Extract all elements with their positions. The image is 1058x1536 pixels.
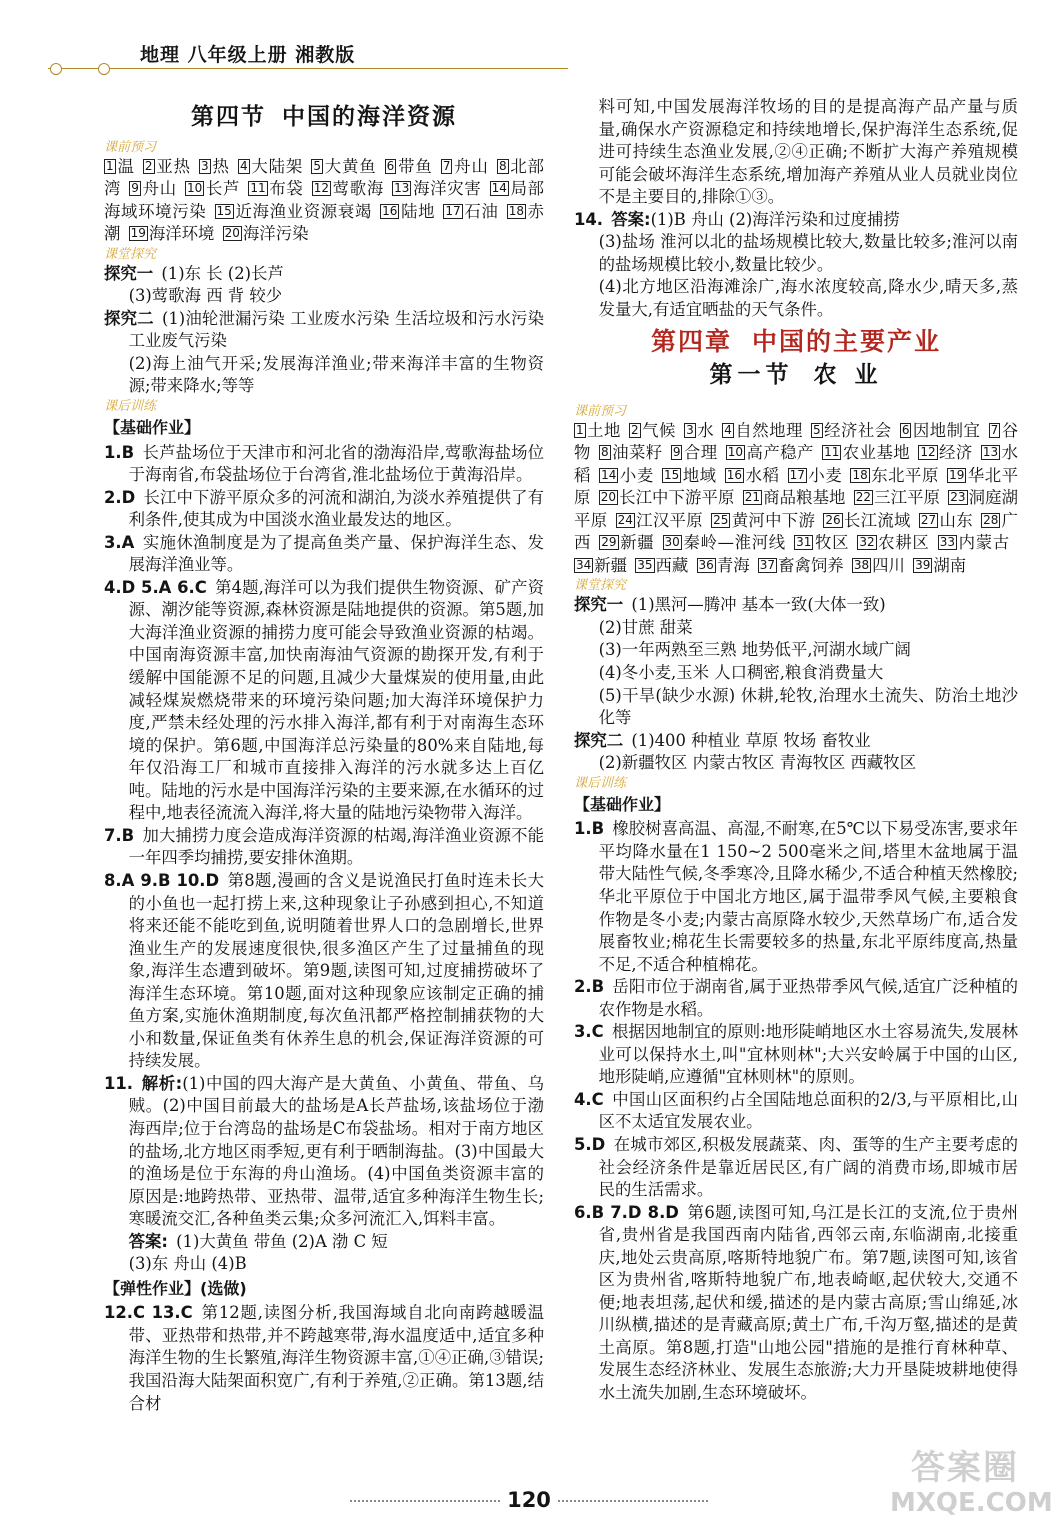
answer-text: 陆地 — [400, 201, 436, 221]
text-paragraph — [574, 662, 1018, 685]
answer-number-badge: 17 — [445, 203, 461, 218]
answer-number-badge: 5 — [813, 422, 821, 437]
answer-number-badge: 13 — [982, 445, 999, 460]
answer-number-badge: 22 — [855, 490, 872, 505]
answer-text: 北部湾 — [104, 156, 545, 199]
answer-item — [104, 532, 544, 577]
answer-text: 地域 — [682, 465, 717, 485]
paragraph-lead: 探究一 — [104, 263, 154, 283]
paragraph-text: (1)400 种植业 草原 牧场 畜牧业 — [631, 730, 871, 750]
answer-lead: 解析: — [141, 1073, 183, 1093]
answer-number-badge: 31 — [796, 535, 812, 550]
answer-text: 谷物 — [574, 420, 1019, 463]
answer-item — [574, 209, 1018, 232]
answer-number-badge: 17 — [789, 467, 805, 482]
answer-text: 内蒙古 — [957, 533, 1010, 553]
paragraph-text: (1)大黄鱼 带鱼 (2)A 渤 C 短 — [176, 1231, 388, 1251]
header-title: 地理 八年级上册 湘教版 — [140, 44, 356, 66]
answer-number-badge: 1 — [576, 422, 584, 437]
answer-number-badge: 15 — [663, 467, 680, 482]
page-number-rule-right — [558, 1500, 708, 1502]
answer-item — [574, 818, 1018, 976]
answer-key: 7.B — [104, 825, 135, 845]
answer-text: 牧区 — [814, 533, 850, 553]
answer-text: 山东 — [939, 510, 973, 530]
answer-number-badge: 30 — [664, 535, 680, 550]
answer-lead: 答案: — [611, 209, 651, 229]
answer-number-badge: 9 — [131, 181, 139, 196]
paragraph-text: (2)甘蔗 甜菜 — [598, 617, 693, 637]
answer-text: 华北平原 — [574, 465, 1019, 508]
text-paragraph — [574, 730, 1018, 753]
answer-text: 长江中下游平原 — [618, 488, 735, 508]
answer-number-badge: 11 — [250, 181, 266, 196]
title-text: 中国的主要产业 — [752, 327, 942, 357]
answer-item — [574, 1202, 1018, 1405]
answer-text: 因地制宜 — [912, 420, 981, 440]
answer-number-badge: 3 — [201, 158, 209, 173]
answer-number-badge: 32 — [859, 535, 875, 550]
answer-key: 3.C — [574, 1022, 604, 1042]
answer-text: 长江流域 — [843, 510, 911, 530]
answer-text: 江汉平原 — [635, 510, 703, 530]
answer-key: 1.B — [574, 819, 605, 839]
answer-number-badge: 19 — [949, 467, 965, 482]
text-paragraph — [574, 752, 1018, 775]
answer-key: 14. — [574, 209, 604, 229]
answer-number-badge: 7 — [442, 158, 451, 173]
answer-text: 洞庭湖平原 — [574, 488, 1019, 530]
answer-number-badge: 27 — [920, 512, 937, 527]
answer-number-badge: 2 — [144, 158, 153, 173]
text-paragraph — [574, 685, 1018, 730]
title-number: 第四章 — [650, 327, 732, 357]
answer-text: 赤潮 — [104, 201, 545, 244]
answer-number-badge: 12 — [920, 445, 936, 460]
title-number: 第四节 — [191, 104, 266, 130]
paragraph-text: (4)冬小麦,玉米 人口稠密,粮食消费量大 — [598, 663, 884, 683]
answer-number-badge: 3 — [686, 422, 694, 437]
text-paragraph — [574, 231, 1018, 276]
text-paragraph — [574, 594, 1018, 617]
paragraph-text: (2)海上油气开采;发展海洋渔业;带来海洋丰富的生物资源;带来降水;等等 — [128, 353, 544, 396]
answer-item — [574, 1089, 1018, 1134]
answer-number-badge: 10 — [727, 445, 744, 460]
answer-number-badge: 21 — [744, 490, 760, 505]
paragraph-text: (3)一年两熟至三熟 地势低平,河湖水域广阔 — [598, 640, 911, 660]
answer-text: 局部海域环境污染 — [104, 179, 545, 221]
answer-text: 四川 — [872, 555, 905, 575]
answer-text: 热 — [211, 156, 230, 176]
watermark — [890, 1448, 1053, 1518]
paragraph-text: (3)盐场 淮河以北的盐场规模比较大,数量比较多;淮河以南的盐场规模比较小,数量比较少。 — [598, 232, 1018, 274]
answer-key: 4.D 5.A 6.C — [104, 577, 207, 597]
answer-number-badge: 36 — [698, 557, 714, 572]
answer-number-badge: 18 — [852, 467, 868, 482]
answer-item — [104, 577, 544, 825]
paragraph-text: (1)油轮泄漏污染 工业废水污染 生活垃圾和污水污染 工业废气污染 — [128, 308, 545, 351]
paragraph-text: (2)新疆牧区 内蒙古牧区 青海牧区 西藏牧区 — [598, 753, 917, 773]
answer-explanation: 长芦盐场位于天津市和河北省的渤海沿岸,莺歌海盐场位于海南省,布袋盐场位于台湾省,淮北盐场位于黄海沿岸。 — [128, 442, 544, 485]
answer-key: 5.D — [574, 1134, 606, 1154]
text-paragraph — [574, 639, 1018, 662]
answer-item — [574, 1021, 1018, 1089]
answer-text: 长芦 — [205, 179, 241, 199]
answer-text: 舟山 — [453, 156, 489, 176]
answer-text: 经济社会 — [823, 420, 892, 440]
numbered-answers — [104, 156, 544, 246]
answer-text: 黄河中下游 — [731, 510, 816, 530]
header-ornament-icon — [50, 63, 62, 75]
section-label: 课前预习 — [104, 139, 157, 155]
answer-text: 农耕区 — [877, 533, 930, 553]
answer-key: 2.D — [104, 487, 136, 507]
answer-number-badge: 12 — [313, 181, 329, 196]
answer-key: 12.C 13.C — [104, 1303, 193, 1323]
answer-number-badge: 24 — [617, 512, 633, 527]
paragraph-text: (1)东 长 (2)长芦 — [161, 263, 284, 283]
answer-text: 畜禽饲养 — [778, 555, 844, 575]
answer-key: 6.B 7.D 8.D — [574, 1202, 679, 1222]
text-paragraph — [104, 263, 544, 286]
answer-number-badge: 16 — [726, 467, 743, 482]
answer-text: 东北平原 — [870, 465, 939, 485]
answer-item — [104, 442, 544, 487]
paragraph-text: (3)东 舟山 (4)B — [128, 1254, 247, 1274]
answer-number-badge: 6 — [386, 158, 395, 173]
text-paragraph — [574, 617, 1018, 640]
header-ornament-icon — [98, 63, 110, 75]
paragraph-lead: 探究一 — [574, 595, 624, 615]
answer-item — [104, 870, 544, 1073]
answer-text: 莺歌海 — [331, 179, 384, 199]
chapter-title — [574, 327, 1018, 357]
answer-text: 油菜籽 — [611, 443, 663, 463]
answer-number-badge: 19 — [130, 226, 146, 241]
paragraph-text: (5)干旱(缺少水源) 休耕,轮牧,治理水土流失、防治土地沙化等 — [598, 685, 1018, 728]
answer-text: 海洋污染 — [242, 224, 309, 244]
answer-number-badge: 15 — [216, 203, 232, 218]
text-paragraph — [104, 285, 544, 308]
answer-number-badge: 38 — [853, 557, 870, 572]
answer-number-badge: 16 — [382, 203, 398, 218]
section-label: 课堂探究 — [574, 578, 627, 594]
left-column — [104, 96, 544, 1415]
answer-text: 青海 — [716, 555, 750, 575]
answer-explanation: 实施休渔制度是为了提高鱼类产量、保护海洋生态、发展海洋渔业等。 — [128, 532, 544, 575]
paragraph-lead: 答案: — [128, 1231, 168, 1251]
paragraph-text: (3)莺歌海 西 背 较少 — [128, 286, 283, 306]
answer-explanation: 长江中下游平原众多的河流和湖泊,为淡水养殖提供了有利条件,使其成为中国淡水渔业最发达的地区。 — [128, 487, 544, 530]
answer-text: 石油 — [463, 201, 499, 221]
answer-key: 3.A — [104, 532, 135, 552]
watermark-url: MXQE.COM — [890, 1488, 1053, 1518]
answer-text: 合理 — [683, 443, 718, 463]
answer-number-badge: 20 — [224, 226, 240, 241]
answer-text: 布袋 — [268, 179, 304, 199]
text-paragraph — [574, 276, 1018, 321]
answer-number-badge: 4 — [724, 422, 732, 437]
answer-explanation: 中国山区面积约占全国陆地总面积的2/3,与平原相比,山区不太适宜发展农业。 — [598, 1089, 1018, 1132]
answer-text: 亚热 — [155, 156, 191, 176]
answer-item — [574, 1134, 1018, 1202]
answer-number-badge: 25 — [713, 512, 729, 527]
answer-explanation: 第6题,读图可知,乌江是长江的支流,位于贵州省,贵州省是我国西南内陆省,西邻云南,东临湖南,北接重庆,地处云贵高原,喀斯特地貌广布。第7题,读图可知,该省区为贵州省,喀斯特地貌广布,地表崎岖,起伏较大,交通不便;地表坦荡,起伏和缓,描述的是内蒙古高原;雪山绵延,冰川纵横,描述的是青藏高原;黄土广布,千沟万壑,描述的是黄土高原。第8题,打造"山地公园"措施的是推行育林种草、发展生态经济林业、发展生态旅游;大力开垦陡坡耕地使得水土流失加剧,生态环境破坏。 — [598, 1202, 1018, 1402]
page-number: 120 — [507, 1488, 551, 1512]
answer-text: 水 — [696, 420, 715, 440]
answer-text: 经济 — [938, 443, 973, 463]
numbered-answers — [574, 420, 1018, 578]
answer-item — [104, 1073, 544, 1231]
answer-item — [104, 487, 544, 532]
answer-number-badge: 20 — [600, 490, 616, 505]
text-paragraph — [104, 1231, 544, 1254]
answer-number-badge: 28 — [983, 512, 999, 527]
answer-number-badge: 37 — [759, 557, 776, 572]
answer-text: 大陆架 — [250, 156, 304, 176]
answer-number-badge: 29 — [601, 535, 617, 550]
answer-number-badge: 11 — [824, 445, 840, 460]
answer-text: 农业基地 — [842, 443, 911, 463]
answer-explanation: 橡胶树喜高温、高湿,不耐寒,在5℃以下易受冻害,要求年平均降水量在1 150~2 500毫米之间,塔里木盆地属于温带大陆性气候,冬季寒冷,且降水稀少,不适合种植天然橡胶;华北平原位于中国北方地区,属于温带季风气候,主要粮食作物是冬小麦;内蒙古高原降水较少,天然草场广布,适合发展畜牧业;棉花生长需要较多的热量,东北平原纬度高,热量不足,不适合种植棉花。 — [598, 819, 1018, 974]
watermark-text: 答案圈 — [911, 1448, 1019, 1488]
answer-number-badge: 18 — [508, 203, 524, 218]
answer-number-badge: 9 — [672, 445, 681, 460]
answer-text: 带鱼 — [397, 156, 433, 176]
answer-explanation: 根据因地制宜的原则:地形陡峭地区水土容易流失,发展林业可以保持水土,叫"宜林则林";大兴安岭属于中国的山区,地形陡峭,应遵循"宜林则林"的原则。 — [598, 1022, 1018, 1087]
paragraph-text: (1)黑河—腾冲 基本一致(大体一致) — [631, 595, 886, 615]
answer-number-badge: 10 — [187, 181, 203, 196]
answer-key: 8.A 9.B 10.D — [104, 870, 220, 890]
answer-explanation: 加大捕捞力度会造成海洋资源的枯竭,海洋渔业资源不能一年四季均捕捞,要安排休渔期。 — [128, 825, 544, 868]
answer-item — [104, 1302, 544, 1415]
paragraph-text: 料可知,中国发展海洋牧场的目的是提高海产品产量与质量,确保水产资源稳定和持续地增长,保护海洋生态系统,促进可持续生态渔业发展,②④正确;不断扩大海产养殖规模可能会破坏海洋生态系统,增加海产养殖从业人员就业岗位不是主要目的,排除①③。 — [598, 97, 1018, 207]
answer-number-badge: 33 — [939, 535, 955, 550]
header-rule — [48, 68, 568, 69]
answer-text: 海洋灾害 — [412, 179, 482, 199]
text-paragraph — [574, 96, 1018, 209]
answer-number-badge: 7 — [990, 422, 999, 437]
answer-text: 小麦 — [807, 465, 843, 485]
homework-heading: 【基础作业】 — [574, 794, 671, 814]
answer-text: 商品粮基地 — [763, 488, 846, 508]
section-label: 课堂探究 — [104, 246, 157, 262]
answer-explanation: (1)中国的四大海产是大黄鱼、小黄鱼、带鱼、乌贼。(2)中国目前最大的盐场是A长芦盐场,该盐场位于渤海西岸;位于台湾岛的盐场是C布袋盐场。相对于南方地区的盐场,北方地区雨季短,更有利于晒制海盐。(3)中国最大的渔场是位于东海的舟山渔场。(4)中国鱼类资源丰富的原因是:地跨热带、亚热带、温带,适宜多种海洋生物生长;寒暖流交汇,各种鱼类云集;众多河流汇入,饵料丰富。 — [128, 1073, 544, 1229]
section-label: 课后训练 — [104, 399, 157, 415]
answer-number-badge: 2 — [631, 422, 639, 437]
text-paragraph — [104, 353, 544, 398]
answer-number-badge: 26 — [825, 512, 841, 527]
title-text: 中国的海洋资源 — [282, 104, 457, 130]
section-label: 课后训练 — [574, 775, 627, 791]
answer-text: 新疆 — [594, 555, 628, 575]
answer-number-badge: 14 — [601, 467, 617, 482]
answer-text: 高产稳产 — [746, 443, 814, 463]
answer-key: 2.B — [574, 977, 605, 997]
homework-heading: 【弹性作业】(选做) — [104, 1278, 247, 1298]
answer-explanation: 在城市郊区,积极发展蔬菜、肉、蛋等的生产主要考虑的社会经济条件是靠近居民区,有广阔的消费市场,即城市居民的生活需求。 — [598, 1134, 1018, 1200]
text-paragraph — [104, 308, 544, 353]
answer-number-badge: 34 — [576, 557, 592, 572]
answer-number-badge: 8 — [498, 158, 507, 173]
homework-heading: 【基础作业】 — [104, 418, 201, 438]
answer-number-badge: 39 — [915, 557, 931, 572]
answer-text: 秦岭—淮河线 — [682, 533, 786, 553]
answer-explanation: 岳阳市位于湖南省,属于亚热带季风气候,适宜广泛种植的农作物是水稻。 — [598, 977, 1018, 1019]
answer-text: 西藏 — [655, 555, 689, 575]
title-text: 农 业 — [813, 362, 883, 389]
answer-explanation: (1)B 舟山 (2)海洋污染和过度捕捞 — [650, 209, 900, 229]
answer-number-badge: 1 — [106, 158, 114, 173]
answer-explanation: 第8题,漫画的含义是说渔民打鱼时连未长大的小鱼也一起打捞上来,这种现象让子孙感到担心,不知道将来还能不能吃到鱼,说明随着世界人口的急剧增长,世界渔业生产的发展速度很快,很多渔区产生了过量捕鱼的现象,海洋生态遭到破坏。第9题,读图可知,过度捕捞破坏了海洋生态环境。第10题,面对这种现象应该制定正确的捕鱼方案,实施休渔期制度,每次鱼汛都严格控制捕获物的大小和数量,保证鱼类有休养生息的机会,保证海洋资源的可持续发展。 — [128, 870, 545, 1071]
answer-text: 舟山 — [141, 179, 177, 199]
answer-text: 水稻 — [574, 443, 1019, 485]
answer-text: 广西 — [574, 510, 1019, 553]
page-number-rule-left — [350, 1500, 500, 1502]
answer-text: 湖南 — [933, 555, 967, 575]
answer-text: 大黄鱼 — [323, 156, 377, 176]
answer-item — [104, 825, 544, 870]
answer-item — [574, 976, 1018, 1021]
answer-number-badge: 13 — [394, 181, 410, 196]
answer-number-badge: 23 — [950, 490, 966, 505]
answer-text: 气候 — [641, 420, 676, 440]
answer-explanation: 第4题,海洋可以为我们提供生物资源、矿产资源、潮汐能等资源,森林资源是陆地提供的资源。第5题,加大海洋渔业资源的捕捞力度可能会导致渔业资源的枯竭。中国南海资源丰富,加快南海油气资源的勘探开发,有利于缓解中国能源不足的问题,且减少大量煤炭的使用量,由此减轻煤炭燃烧带来的环境污染问题;加大海洋环境保护力度,严禁未经处理的污水排入海洋,都有利于对南海生态环境的保护。第6题,中国海洋总污染量的80%来自陆地,每年仅沿海工厂和城市直接排入海洋的污水就多达上百亿吨。陆地的污水是中国海洋污染的主要来源,在水循环的过程中,地表径流流入海洋,将大量的陆地污染物带入海洋。 — [128, 577, 544, 823]
answer-text: 近海渔业资源衰竭 — [234, 201, 372, 221]
answer-explanation: 第12题,读图分析,我国海域自北向南跨越暖温带、亚热带和热带,并不跨越寒带,海水温度适中,适宜多种海洋生物的生长繁殖,海洋生物资源丰富,①④正确,③错误;我国沿海大陆架面积宽广,有利于养殖,②正确。第13题,结合材 — [128, 1303, 544, 1413]
answer-text: 海洋环境 — [148, 224, 215, 244]
answer-text: 新疆 — [619, 533, 655, 553]
subsection-title — [574, 364, 1018, 387]
answer-number-badge: 35 — [637, 557, 653, 572]
answer-text: 三江平原 — [874, 488, 941, 508]
right-column — [574, 96, 1018, 1405]
paragraph-text: (4)北方地区沿海滩涂广,海水浓度较高,降水少,晴天多,蒸发量大,有适宜晒盐的天气条件。 — [598, 277, 1018, 319]
paragraph-lead: 探究二 — [574, 730, 624, 750]
answer-key: 11. — [104, 1073, 134, 1093]
answer-number-badge: 8 — [601, 445, 609, 460]
answer-number-badge: 4 — [239, 158, 248, 173]
section-label: 课前预习 — [574, 403, 627, 419]
title-number: 第一节 — [709, 362, 794, 389]
answer-number-badge: 14 — [491, 181, 507, 196]
paragraph-lead: 探究二 — [104, 308, 154, 328]
answer-number-badge: 6 — [901, 422, 910, 437]
answer-text: 温 — [116, 156, 135, 176]
answer-text: 水稻 — [745, 465, 780, 485]
answer-key: 4.C — [574, 1089, 604, 1109]
answer-text: 小麦 — [619, 465, 654, 485]
text-paragraph — [104, 1253, 544, 1276]
answer-number-badge: 5 — [313, 158, 321, 173]
answer-text: 土地 — [586, 420, 621, 440]
answer-key: 1.B — [104, 442, 135, 462]
answer-text: 自然地理 — [734, 420, 803, 440]
section-title — [104, 106, 544, 129]
